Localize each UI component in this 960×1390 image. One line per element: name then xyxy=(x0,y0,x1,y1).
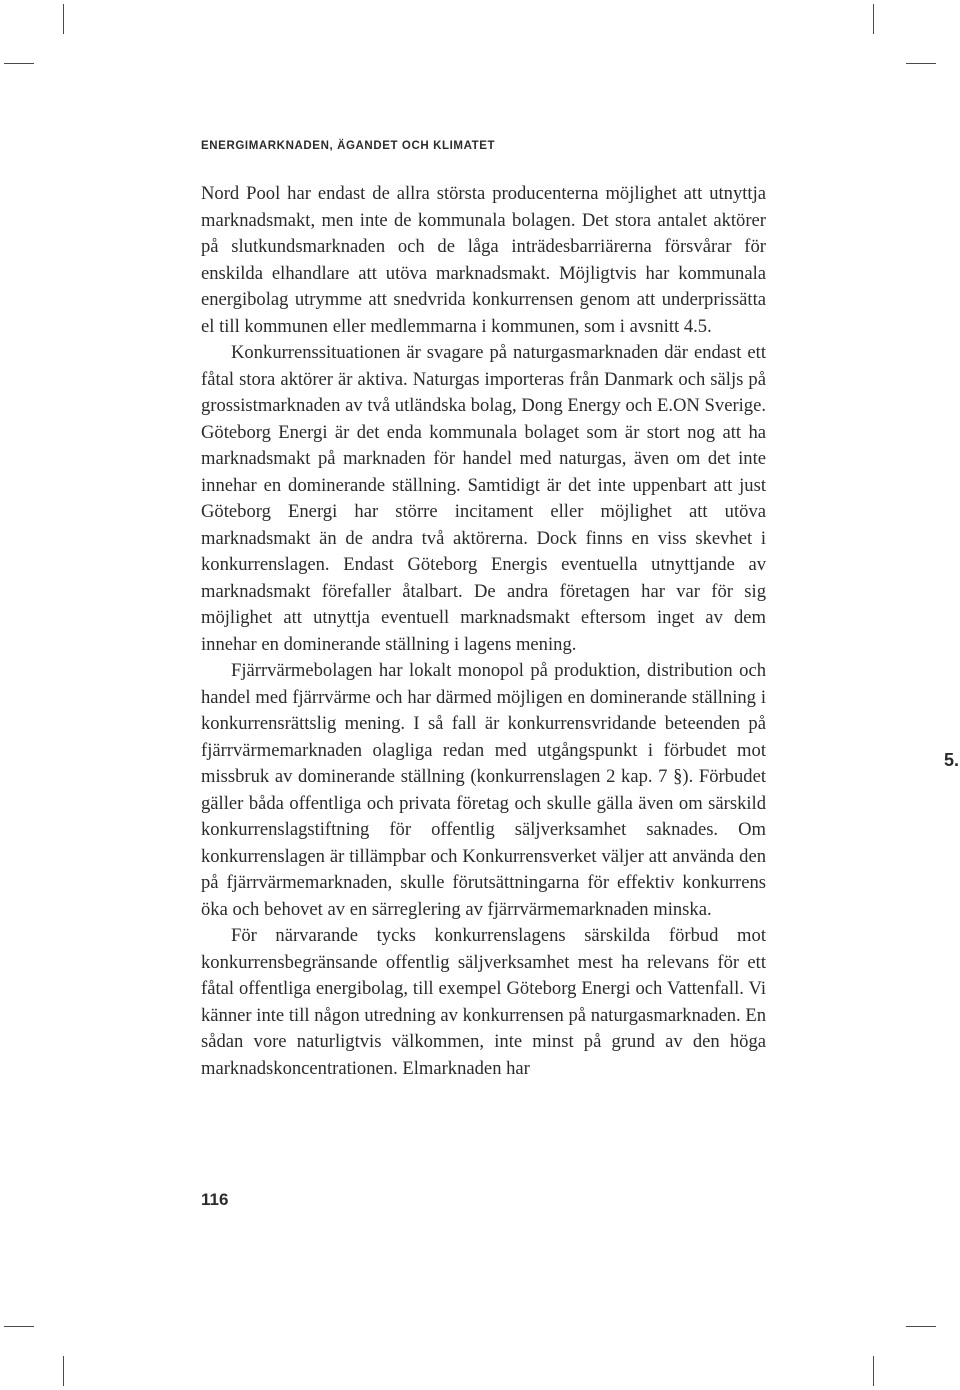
body-text xyxy=(201,181,766,1082)
crop-mark-top-left-vertical xyxy=(63,4,64,34)
paragraph-1: Nord Pool har endast de allra största producenterna möjlighet att utnyttja marknadsmakt, men inte de kommunala bolagen. Det stora antalet aktörer på slutkundsmarknaden och de låga inträdesbarriärerna försvårar för enskilda elhandlare att utöva marknadsmakt. Möjligtvis har kommunala energibolag utrymme att snedvrida konkurrensen genom att underprissätta el till kommunen eller medlemmarna i kommunen, som i avsnitt 4.5. xyxy=(201,183,766,337)
page-number: 116 xyxy=(201,1190,229,1209)
crop-mark-bottom-right-horizontal xyxy=(906,1326,936,1327)
crop-mark-bottom-left-vertical xyxy=(63,1356,64,1386)
crop-mark-top-left-horizontal xyxy=(4,63,34,64)
crop-mark-top-right-horizontal xyxy=(906,63,936,64)
paragraph-4: För närvarande tycks konkurrenslagens särskilda förbud mot konkurrensbegränsande offentlig säljverksamhet mest ha relevans för ett fåtal offentliga energibolag, till exempel Göteborg Energi och Vattenfall. Vi känner inte till någon utredning av konkurrensen på naturgasmarknaden. En sådan vore naturligtvis välkommen, inte minst på grund av den höga marknadskoncentrationen. Elmarknaden har xyxy=(201,925,766,1079)
crop-mark-bottom-left-horizontal xyxy=(4,1326,34,1327)
crop-mark-top-right-vertical xyxy=(873,4,874,34)
paragraph-2: Konkurrenssituationen är svagare på naturgasmarknaden där endast ett fåtal stora aktörer är aktiva. Naturgas importeras från Danmark och säljs på grossistmarknaden av två utländska bolag, Dong Energy och E.ON Sverige. Göteborg Energi är det enda kommunala bolaget som är stort nog att ha marknadsmakt på marknaden för handel med naturgas, även om det inte innehar en dominerande ställning. Samtidigt är det inte uppenbart att just Göteborg Energi har större incitament eller möjlighet att utöva marknadsmakt än de andra två aktörerna. Dock finns en viss skevhet i konkurrenslagen. Endast Göteborg Energis eventuella utnyttjande av marknadsmakt förefaller åtalbart. De andra företagen har var för sig möjlighet att utnyttja eventuell marknadsmakt eftersom inget av dem innehar en dominerande ställning i lagens mening. xyxy=(201,342,766,655)
running-head: ENERGIMARKNADEN, ÄGANDET OCH KLIMATET xyxy=(201,140,496,152)
paragraph-3: Fjärrvärmebolagen har lokalt monopol på produktion, distribution och handel med fjärrvärme och har därmed möjligen en dominerande ställning i konkurrensrättslig mening. I så fall är konkurrensvridande beteenden på fjärrvärmemarknaden olagliga redan med utgångspunkt i förbudet mot missbruk av dominerande ställning (konkurrenslagen 2 kap. 7 §). Förbudet gäller båda offentliga och privata företag och skulle gälla även om särskild konkurrenslagstiftning för offentlig säljverksamhet saknades. Om konkurrenslagen är tillämpbar och Konkurrensverket väljer att använda den på fjärrvärmemarknaden, skulle förutsättningarna för effektiv konkurrens öka och behovet av en särreglering av fjärrvärmemarknaden minska. xyxy=(201,660,766,920)
crop-mark-bottom-right-vertical xyxy=(873,1356,874,1386)
chapter-tab: 5. xyxy=(944,750,960,770)
